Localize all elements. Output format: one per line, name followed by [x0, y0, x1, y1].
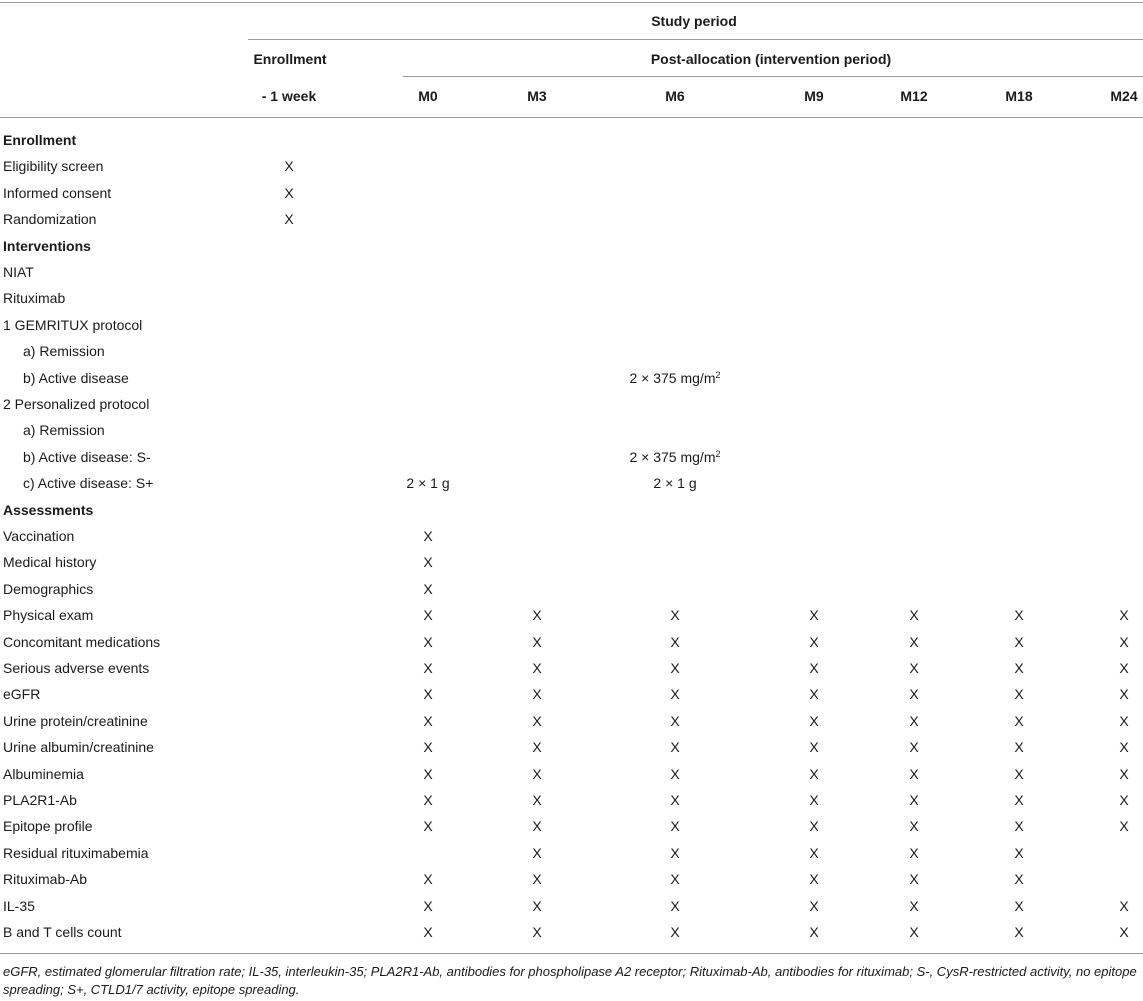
cell-value: X	[1014, 713, 1024, 729]
cell-value: X	[670, 792, 680, 808]
row-label: Demographics	[3, 581, 94, 597]
checkmark-x	[809, 660, 818, 676]
row-label: b) Active disease: S-	[23, 449, 151, 465]
header-bottom-rule	[0, 117, 1143, 118]
cell-value: X	[532, 871, 542, 887]
cell-value: X	[1119, 766, 1129, 782]
checkmark-x	[1119, 792, 1128, 808]
checkmark-x	[532, 871, 541, 887]
checkmark-x	[670, 924, 679, 940]
row-label: 2 Personalized protocol	[3, 396, 150, 412]
cell-value: X	[670, 818, 680, 834]
checkmark-x	[423, 581, 432, 597]
checkmark-x	[809, 686, 818, 702]
cell-value: X	[532, 607, 542, 623]
checkmark-x	[670, 686, 679, 702]
checkmark-x	[1014, 898, 1023, 914]
cell-value: X	[670, 845, 680, 861]
checkmark-x	[670, 818, 679, 834]
section-heading: Interventions	[3, 238, 91, 254]
checkmark-x	[284, 158, 293, 174]
cell-value: X	[1119, 686, 1129, 702]
checkmark-x	[1119, 713, 1128, 729]
checkmark-x	[423, 924, 432, 940]
cell-value: X	[1014, 739, 1024, 755]
checkmark-x	[909, 660, 918, 676]
cell-value: X	[809, 739, 819, 755]
timepoint-header: M24	[1110, 88, 1138, 104]
cell-value: X	[1119, 713, 1129, 729]
cell-value: X	[1119, 607, 1129, 623]
cell-value: X	[909, 739, 919, 755]
checkmark-x	[809, 898, 818, 914]
checkmark-x	[1014, 792, 1023, 808]
checkmark-x	[532, 818, 541, 834]
row-label: Informed consent	[3, 185, 112, 201]
cell-value: X	[1014, 924, 1024, 940]
timepoint-header: M6	[665, 88, 685, 104]
cell-value: X	[284, 158, 294, 174]
timepoint-header: M12	[900, 88, 928, 104]
unit-superscript: 2	[715, 449, 721, 459]
cell-value: X	[670, 686, 680, 702]
cell-value: X	[909, 818, 919, 834]
cell-value: X	[423, 634, 433, 650]
cell-value: X	[423, 607, 433, 623]
row-label: Medical history	[3, 554, 97, 570]
cell-value: X	[423, 739, 433, 755]
cell-value: X	[909, 607, 919, 623]
checkmark-x	[423, 792, 432, 808]
cell-value: X	[809, 924, 819, 940]
cell-value: X	[423, 581, 433, 597]
cell-value: X	[284, 185, 294, 201]
row-label: B and T cells count	[3, 924, 122, 940]
checkmark-x	[423, 766, 432, 782]
dose-cell	[629, 449, 720, 465]
cell-value: X	[1014, 686, 1024, 702]
checkmark-x	[1119, 660, 1128, 676]
dose-cell	[653, 475, 696, 491]
checkmark-x	[423, 660, 432, 676]
row-label: Urine albumin/creatinine	[3, 739, 154, 755]
checkmark-x	[284, 211, 293, 227]
checkmark-x	[909, 845, 918, 861]
row-label: 1 GEMRITUX protocol	[3, 317, 143, 333]
checkmark-x	[909, 792, 918, 808]
unit-superscript: 2	[715, 370, 721, 380]
section-heading: Enrollment	[3, 132, 77, 148]
timepoint-header: M9	[804, 88, 824, 104]
cell-value: X	[532, 766, 542, 782]
checkmark-x	[909, 818, 918, 834]
cell-value: X	[909, 713, 919, 729]
cell-value: X	[809, 634, 819, 650]
cell-value: X	[670, 739, 680, 755]
section-heading: Assessments	[3, 502, 94, 518]
cell-value: X	[909, 766, 919, 782]
checkmark-x	[532, 686, 541, 702]
cell-value: X	[1014, 766, 1024, 782]
cell-value: X	[423, 924, 433, 940]
cell-value: 2 × 375 mg/m	[629, 449, 716, 465]
cell-value: X	[670, 634, 680, 650]
cell-value: X	[1119, 818, 1129, 834]
timepoint-header: - 1 week	[261, 88, 317, 104]
checkmark-x	[423, 818, 432, 834]
checkmark-x	[909, 686, 918, 702]
checkmark-x	[423, 871, 432, 887]
cell-value: X	[532, 634, 542, 650]
checkmark-x	[423, 739, 432, 755]
row-label: Randomization	[3, 211, 97, 227]
top-rule	[0, 2, 1143, 3]
cell-value: X	[909, 792, 919, 808]
cell-value: X	[809, 871, 819, 887]
row-label: Albuminemia	[3, 766, 84, 782]
checkmark-x	[809, 607, 818, 623]
checkmark-x	[670, 766, 679, 782]
checkmark-x	[670, 871, 679, 887]
cell-value: X	[670, 924, 680, 940]
checkmark-x	[532, 607, 541, 623]
row-label: Urine protein/creatinine	[3, 713, 148, 729]
cell-value: X	[423, 686, 433, 702]
cell-value: X	[670, 871, 680, 887]
checkmark-x	[809, 818, 818, 834]
enrollment-header: Enrollment	[253, 51, 327, 67]
cell-value: X	[1014, 660, 1024, 676]
row-label: Physical exam	[3, 607, 94, 623]
cell-value: X	[1014, 898, 1024, 914]
checkmark-x	[670, 713, 679, 729]
dose-cell	[629, 370, 720, 386]
row-label: b) Active disease	[23, 370, 129, 386]
cell-value: X	[1014, 818, 1024, 834]
checkmark-x	[1014, 845, 1023, 861]
post-allocation-rule	[403, 76, 1143, 77]
checkmark-x	[532, 792, 541, 808]
cell-value: X	[670, 898, 680, 914]
checkmark-x	[1014, 686, 1023, 702]
checkmark-x	[423, 713, 432, 729]
checkmark-x	[532, 739, 541, 755]
checkmark-x	[1014, 634, 1023, 650]
cell-value: 2 × 375 mg/m	[629, 370, 716, 386]
row-label: Rituximab-Ab	[3, 871, 88, 887]
cell-value: X	[423, 554, 433, 570]
checkmark-x	[670, 792, 679, 808]
cell-value: X	[423, 660, 433, 676]
checkmark-x	[670, 845, 679, 861]
cell-value: X	[670, 766, 680, 782]
checkmark-x	[1014, 739, 1023, 755]
checkmark-x	[670, 634, 679, 650]
cell-value: 2 × 1 g	[406, 475, 450, 491]
timepoint-header: M3	[527, 88, 547, 104]
checkmark-x	[670, 739, 679, 755]
cell-value: X	[809, 713, 819, 729]
checkmark-x	[809, 924, 818, 940]
cell-value: X	[532, 686, 542, 702]
checkmark-x	[809, 739, 818, 755]
cell-value: X	[284, 211, 294, 227]
cell-value: X	[909, 898, 919, 914]
cell-value: X	[909, 686, 919, 702]
checkmark-x	[809, 766, 818, 782]
cell-value: X	[809, 818, 819, 834]
cell-value: X	[809, 686, 819, 702]
row-label: Vaccination	[3, 528, 75, 544]
row-label: a) Remission	[23, 343, 105, 359]
cell-value: X	[423, 898, 433, 914]
checkmark-x	[809, 713, 818, 729]
checkmark-x	[423, 554, 432, 570]
cell-value: X	[1119, 634, 1129, 650]
row-label: a) Remission	[23, 422, 105, 438]
checkmark-x	[1119, 898, 1128, 914]
cell-value: X	[423, 766, 433, 782]
checkmark-x	[532, 660, 541, 676]
table-footnote: eGFR, estimated glomerular filtration rate; IL-35, interleukin-35; PLA2R1-Ab, antibodies for phospholipase A2 receptor; Rituximab-Ab, antibodies for rituximab; S-, CysR-restricted activity, no epitope spreading; S+, CTLD1/7 activity, epitope spreading.	[3, 964, 1137, 997]
cell-value: X	[909, 924, 919, 940]
cell-value: X	[1119, 792, 1129, 808]
checkmark-x	[1014, 871, 1023, 887]
cell-value: X	[809, 607, 819, 623]
cell-value: X	[532, 792, 542, 808]
row-label: Eligibility screen	[3, 158, 104, 174]
checkmark-x	[1014, 713, 1023, 729]
cell-value: X	[532, 924, 542, 940]
checkmark-x	[909, 713, 918, 729]
study-period-header: Study period	[651, 13, 737, 29]
checkmark-x	[909, 607, 918, 623]
cell-value: X	[532, 660, 542, 676]
cell-value: X	[809, 845, 819, 861]
cell-value: X	[423, 818, 433, 834]
row-label: Rituximab	[3, 290, 66, 306]
cell-value: X	[423, 871, 433, 887]
cell-value: X	[1014, 792, 1024, 808]
checkmark-x	[423, 898, 432, 914]
row-label: Residual rituximabemia	[3, 845, 149, 861]
checkmark-x	[423, 634, 432, 650]
checkmark-x	[670, 660, 679, 676]
row-label: NIAT	[3, 264, 34, 280]
checkmark-x	[909, 739, 918, 755]
checkmark-x	[1014, 924, 1023, 940]
timepoint-header: M18	[1005, 88, 1033, 104]
cell-value: X	[670, 607, 680, 623]
checkmark-x	[532, 713, 541, 729]
cell-value: X	[809, 898, 819, 914]
row-label: Epitope profile	[3, 818, 93, 834]
checkmark-x	[670, 898, 679, 914]
checkmark-x	[809, 845, 818, 861]
checkmark-x	[1014, 607, 1023, 623]
cell-value: X	[1119, 898, 1129, 914]
checkmark-x	[809, 792, 818, 808]
checkmark-x	[1119, 924, 1128, 940]
cell-value: X	[809, 792, 819, 808]
cell-value: X	[423, 792, 433, 808]
cell-value: X	[809, 660, 819, 676]
checkmark-x	[532, 845, 541, 861]
checkmark-x	[532, 766, 541, 782]
cell-value: X	[1014, 845, 1024, 861]
checkmark-x	[1119, 607, 1128, 623]
checkmark-x	[532, 924, 541, 940]
cell-value: X	[1014, 607, 1024, 623]
checkmark-x	[909, 898, 918, 914]
cell-value: X	[1014, 871, 1024, 887]
cell-value: X	[909, 634, 919, 650]
dose-cell	[406, 475, 449, 491]
table-bottom-rule	[0, 953, 1143, 954]
cell-value: X	[1119, 660, 1129, 676]
cell-value: X	[423, 713, 433, 729]
checkmark-x	[1119, 739, 1128, 755]
cell-value: X	[1119, 924, 1129, 940]
row-label: Concomitant medications	[3, 634, 161, 650]
checkmark-x	[423, 528, 432, 544]
row-label: PLA2R1-Ab	[3, 792, 77, 808]
checkmark-x	[423, 607, 432, 623]
cell-value: X	[1119, 739, 1129, 755]
checkmark-x	[532, 898, 541, 914]
cell-value: X	[532, 739, 542, 755]
cell-value: X	[909, 845, 919, 861]
cell-value: X	[670, 660, 680, 676]
checkmark-x	[1119, 818, 1128, 834]
checkmark-x	[909, 871, 918, 887]
cell-value: X	[1014, 634, 1024, 650]
checkmark-x	[670, 607, 679, 623]
checkmark-x	[1119, 686, 1128, 702]
row-label: c) Active disease: S+	[23, 475, 154, 491]
cell-value: 2 × 1 g	[653, 475, 697, 491]
checkmark-x	[1014, 818, 1023, 834]
checkmark-x	[809, 871, 818, 887]
checkmark-x	[1119, 634, 1128, 650]
checkmark-x	[532, 634, 541, 650]
cell-value: X	[532, 818, 542, 834]
study-period-rule	[248, 39, 1143, 40]
row-label: Serious adverse events	[3, 660, 150, 676]
checkmark-x	[909, 766, 918, 782]
cell-value: X	[532, 713, 542, 729]
checkmark-x	[909, 634, 918, 650]
checkmark-x	[809, 634, 818, 650]
checkmark-x	[1014, 660, 1023, 676]
cell-value: X	[909, 871, 919, 887]
checkmark-x	[1119, 766, 1128, 782]
checkmark-x	[909, 924, 918, 940]
checkmark-x	[423, 686, 432, 702]
post-allocation-header: Post-allocation (intervention period)	[650, 51, 892, 67]
cell-value: X	[909, 660, 919, 676]
cell-value: X	[423, 528, 433, 544]
row-label: IL-35	[3, 898, 35, 914]
row-label: eGFR	[3, 686, 41, 702]
checkmark-x	[284, 185, 293, 201]
checkmark-x	[1014, 766, 1023, 782]
cell-value: X	[670, 713, 680, 729]
cell-value: X	[532, 898, 542, 914]
cell-value: X	[809, 766, 819, 782]
cell-value: X	[532, 845, 542, 861]
timepoint-header: M0	[418, 88, 438, 104]
